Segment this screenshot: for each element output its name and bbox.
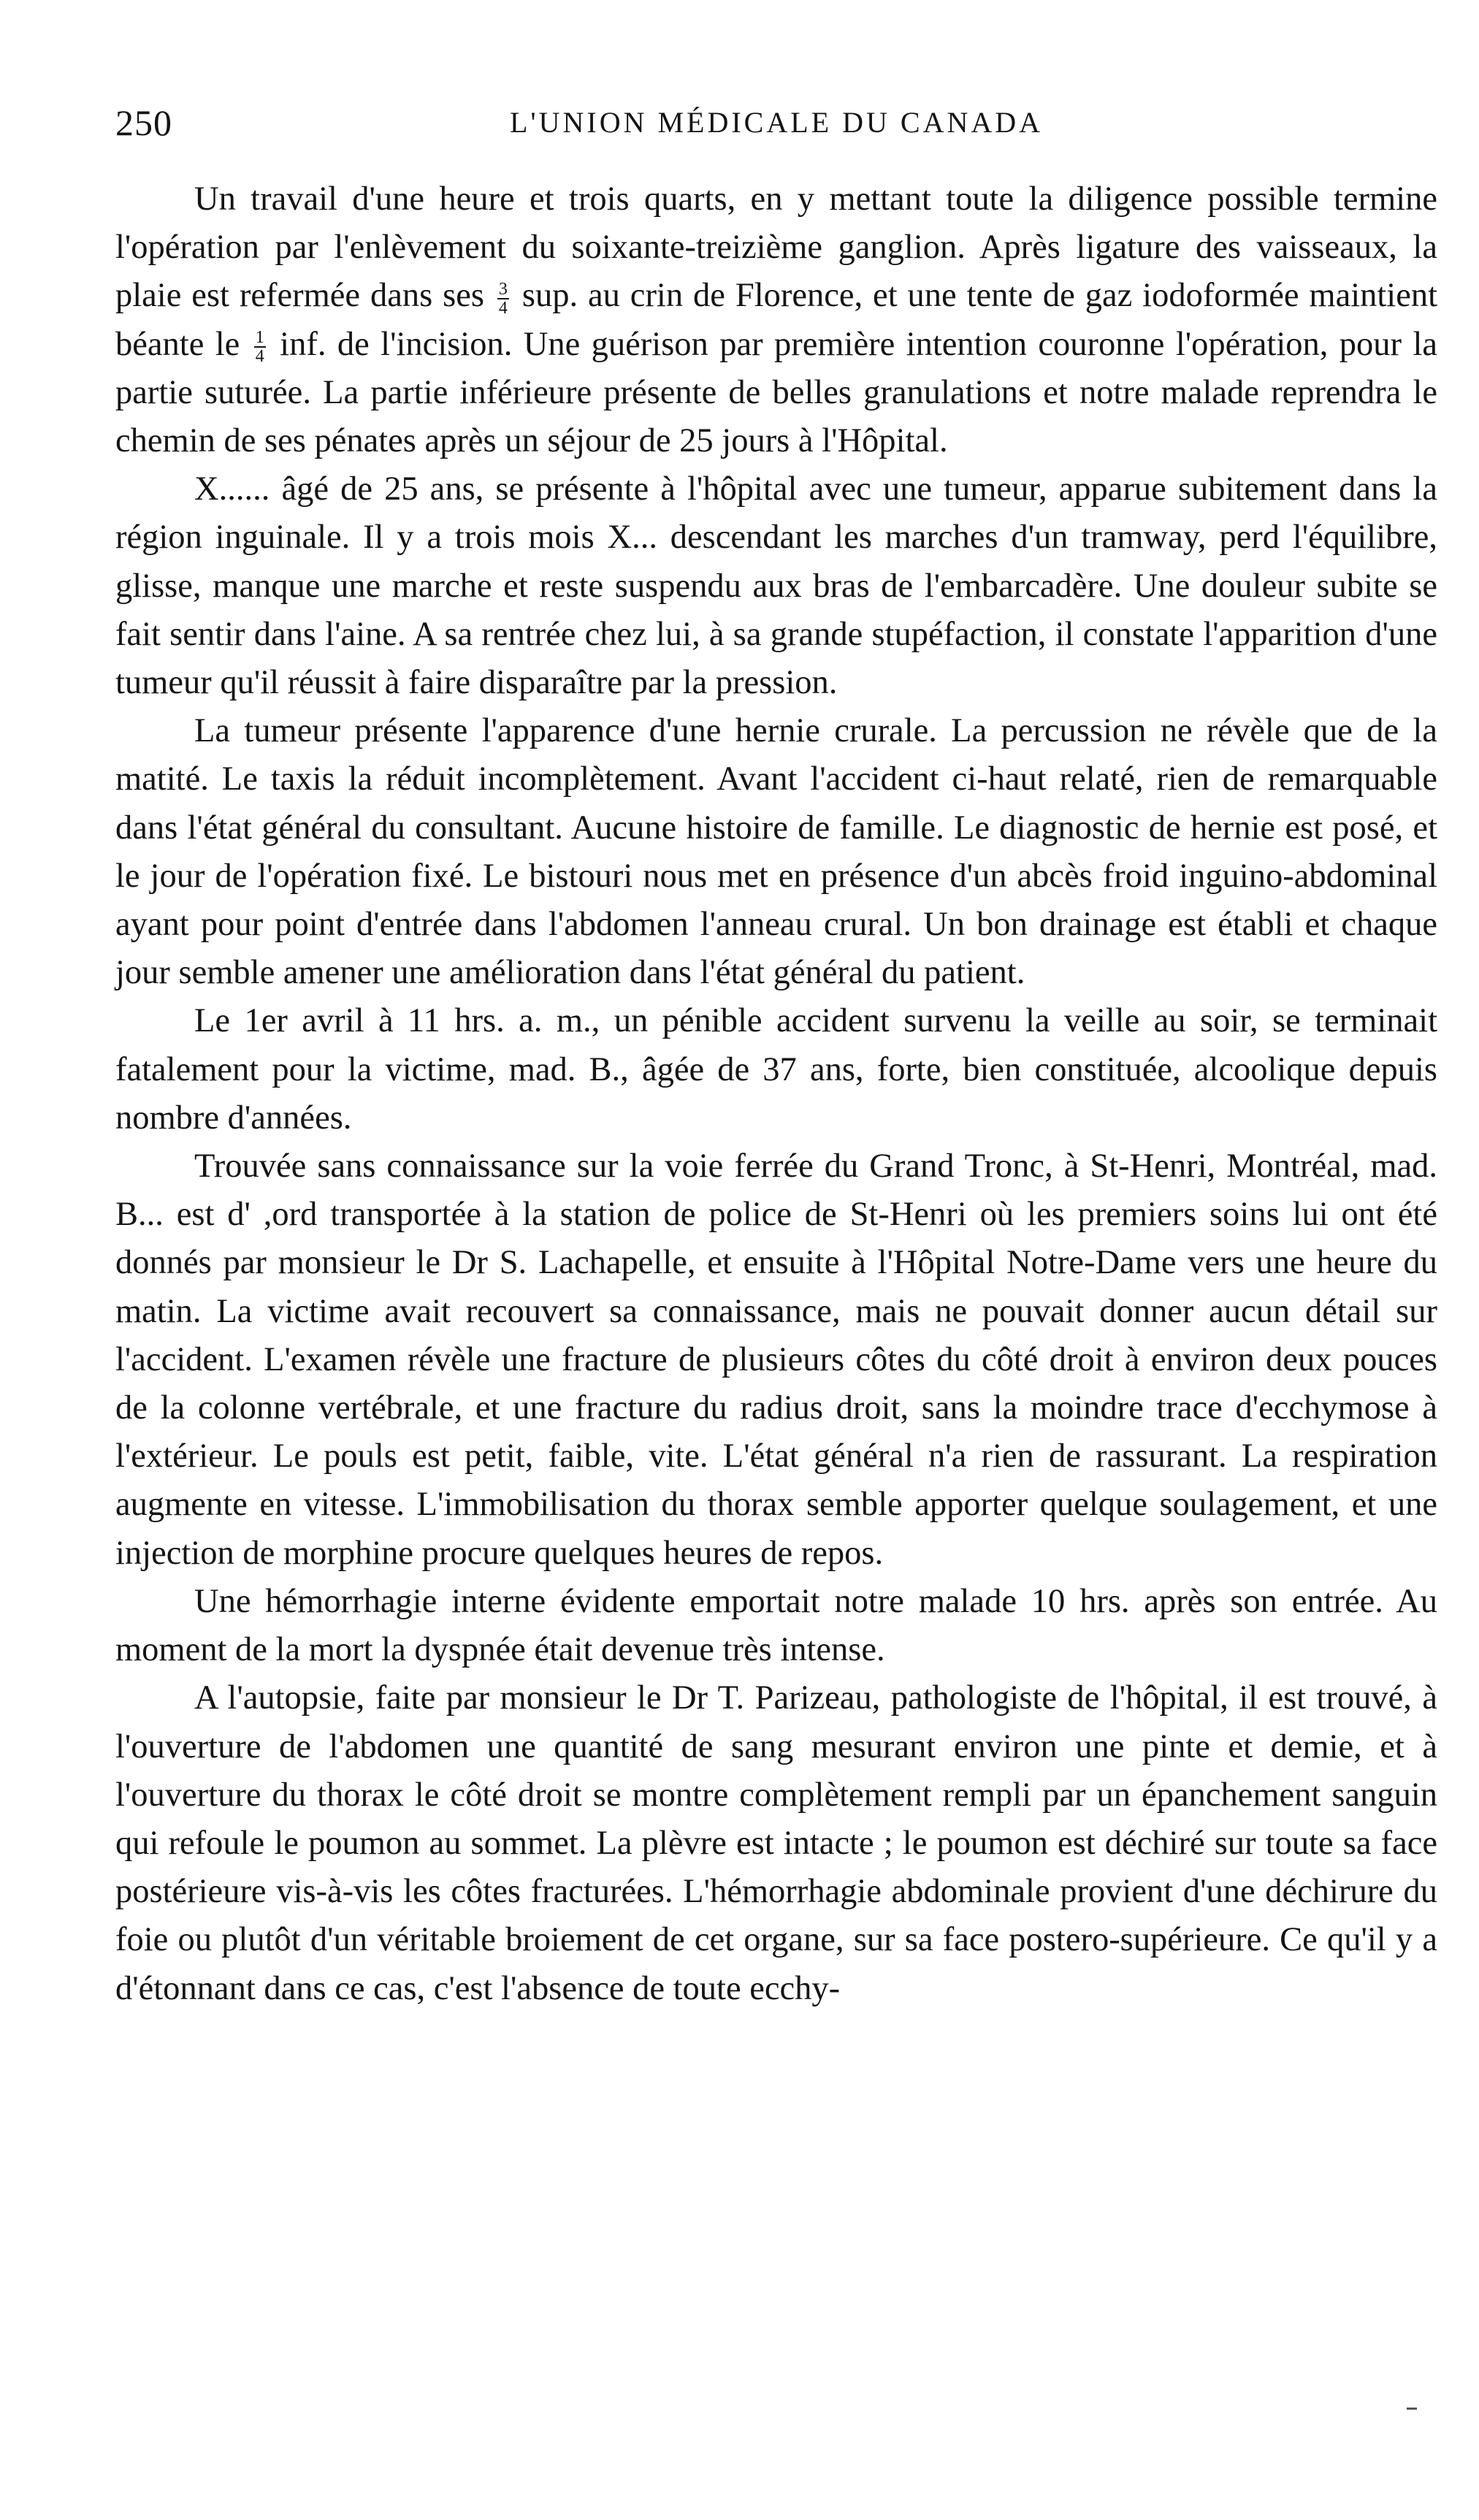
paragraph-operation-result bbox=[115, 175, 1437, 465]
fraction-denominator: 4 bbox=[255, 346, 264, 366]
running-head bbox=[115, 93, 1437, 152]
paragraph-1-part-2: sup. au crin de Florence, et une tente de gaz iodoformée maintient béante le bbox=[115, 277, 1438, 363]
paragraph-tumour-description: La tumeur présente l'apparence d'une hernie crurale. La percussion ne révèle que de la matité. Le taxis la réduit incomplètement. Avant l'accident ci-haut relaté, rien de remarquable dans l'état général du consultant. Aucune histoire de famille. Le diagnostic de hernie est posé, et le jour de l'opération fixé. Le bistouri nous met en présence d'un abcès froid inguino-abdominal ayant pour point d'entrée dans l'abdomen l'anneau crural. Un bon drainage est établi et chaque jour semble amener une amélioration dans l'état général du patient. bbox=[115, 712, 1437, 992]
paragraph-haemorrhage: Une hémorrhagie interne évidente emportait notre malade 10 hrs. après son entrée. Au moment de la mort la dyspnée était devenue très intense. bbox=[115, 1582, 1437, 1669]
fraction-three-quarters bbox=[497, 280, 509, 317]
fraction-numerator: 1 bbox=[255, 327, 264, 347]
page-number: 250 bbox=[115, 102, 172, 143]
paragraph-1-part-3: inf. de l'incision. Une guérison par première intention couronne l'opération, pour la partie suturée. La partie inférieure présente de belles granulations et notre malade reprendra le chemin de ses pénates après un séjour de 25 jours à l'Hôpital. bbox=[115, 325, 1437, 460]
fraction-denominator: 4 bbox=[498, 298, 508, 318]
paragraph-accident: Le 1er avril à 11 hrs. a. m., un pénible accident survenu la veille au soir, se terminait fatalement pour la victime, mad. B., âgée de 37 ans, forte, bien constituée, alcoolique depuis nombre d'années. bbox=[115, 1002, 1437, 1137]
paragraph-autopsy: A l'autopsie, faite par monsieur le Dr T. Parizeau, pathologiste de l'hôpital, il est trouvé, à l'ouverture de l'abdomen une quantité de sang mesurant environ une pinte et demie, et à l'ouverture du thorax le côté droit se montre complètement rempli par un épanchement sanguin qui refoule le poumon au sommet. La plèvre est intacte ; le poumon est déchiré sur toute sa face postérieure vis-à-vis les côtes fracturées. L'hémorrhagie abdominale provient d'une déchirure du foie ou plutôt d'un véritable broiement de cet organe, sur sa face postero-supérieure. Ce qu'il y a d'étonnant dans ce cas, c'est l'absence de toute ecchy- bbox=[115, 1679, 1437, 2007]
paragraph-hospital-admission: Trouvée sans connaissance sur la voie ferrée du Grand Tronc, à St-Henri, Montréal, mad. B... est d' ,ord transportée à la station de police de St-Henri où les premiers soins lui ont été donnés par monsieur le Dr S. Lachapelle, et ensuite à l'Hôpital Notre-Dame vers une heure du matin. La victime avait recouvert sa connaissance, mais ne pouvait donner aucun détail sur l'accident. L'examen révèle une fracture de plusieurs côtes du côté droit à environ deux pouces de la colonne vertébrale, et une fracture du radius droit, sans la moindre trace d'ecchymose à l'extérieur. Le pouls est petit, faible, vite. L'état général n'a rien de rassurant. La respiration augmente en vitesse. L'immobilisation du thorax semble apporter quelque soulagement, et une injection de morphine procure quelques heures de repos. bbox=[115, 1148, 1437, 1572]
fraction-one-quarter bbox=[254, 329, 266, 365]
journal-title: L'UNION MÉDICALE DU CANADA bbox=[509, 106, 1044, 139]
paragraph-1-part-1: Un travail d'une heure et trois quarts, en y mettant toute la diligence possible termine l'opération par l'enlèvement du soixante-treizième ganglion. Après ligature des vaisseaux, la plaie est refermée dans ses bbox=[115, 180, 1437, 315]
paragraph-case-x: X...... âgé de 25 ans, se présente à l'hôpital avec une tumeur, apparue subitement dans la région inguinale. Il y a trois mois X... descendant les marches d'un tramway, perd l'équilibre, glisse, manque une marche et reste suspendu aux bras de l'embarcadère. Une douleur subite se fait sentir dans l'aine. A sa rentrée chez lui, à sa grande stupéfaction, il constate l'apparition d'une tumeur qu'il réussit à faire disparaître par la pression. bbox=[115, 470, 1437, 702]
margin-mark bbox=[1407, 2408, 1417, 2410]
fraction-numerator: 3 bbox=[498, 279, 508, 299]
body-text bbox=[115, 175, 1437, 2013]
